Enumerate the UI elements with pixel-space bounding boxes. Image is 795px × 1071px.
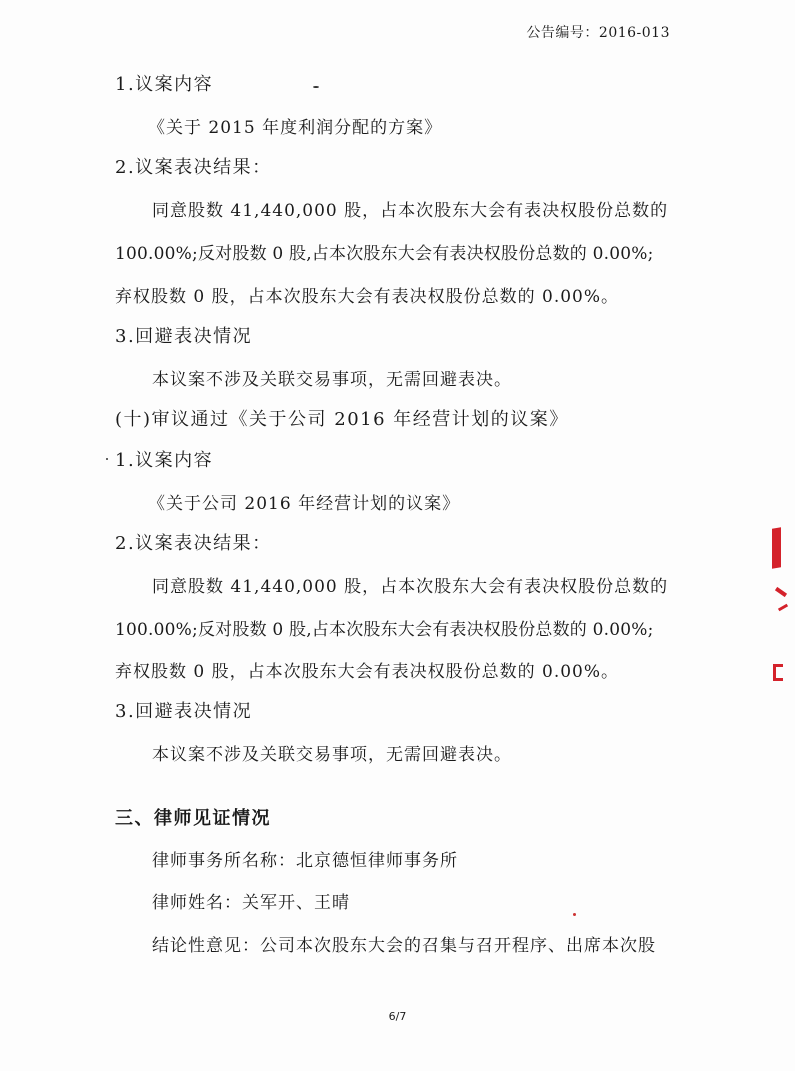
item-heading-result-2: 2.议案表决结果： [115,533,272,554]
proposal-title-1: 《关于 2015 年度利润分配的方案》 [148,118,443,138]
section-ten-title: (十)审议通过《关于公司 2016 年经营计划的议案》 [115,409,569,430]
lawyer-names: 律师姓名：关军开、王晴 [152,893,350,913]
seal-fragment [772,527,781,569]
scan-speck [573,913,576,916]
recusal-text-2: 本议案不涉及关联交易事项，无需回避表决。 [152,745,512,765]
lawyer-section-title: 三、律师见证情况 [115,808,271,829]
vote-result-line-1b: 100.00%;反对股数 0 股,占本次股东大会有表决权股份总数的 0.00%; [115,244,654,264]
proposal-title-2: 《关于公司 2016 年经营计划的议案》 [148,494,461,514]
item-heading-content-2: 1.议案内容 [115,450,214,471]
recusal-text-1: 本议案不涉及关联交易事项，无需回避表决。 [152,370,512,390]
item-heading-recusal-1: 3.回避表决情况 [115,326,253,347]
item-heading-content-1: 1.议案内容 [115,74,214,95]
scan-speck [106,458,108,460]
scan-speck [313,86,319,88]
seal-fragment [778,604,788,612]
vote-result-line-1a: 同意股数 41,440,000 股，占本次股东大会有表决权股份总数的 [152,201,669,221]
announcement-number: 公告编号：2016-013 [526,25,670,41]
item-heading-result-1: 2.议案表决结果： [115,157,272,178]
vote-result-line-2c: 弃权股数 0 股，占本次股东大会有表决权股份总数的 0.00%。 [115,662,620,682]
page-number: 6/7 [388,1010,407,1023]
vote-result-line-2a: 同意股数 41,440,000 股，占本次股东大会有表决权股份总数的 [152,577,669,597]
conclusion-opinion: 结论性意见：公司本次股东大会的召集与召开程序、出席本次股 [152,936,656,956]
vote-result-line-1c: 弃权股数 0 股，占本次股东大会有表决权股份总数的 0.00%。 [115,287,620,307]
vote-result-line-2b: 100.00%;反对股数 0 股,占本次股东大会有表决权股份总数的 0.00%; [115,620,654,640]
seal-fragment [773,678,783,681]
seal-fragment [775,587,787,597]
item-heading-recusal-2: 3.回避表决情况 [115,701,253,722]
law-firm-name: 律师事务所名称：北京德恒律师事务所 [152,851,458,871]
